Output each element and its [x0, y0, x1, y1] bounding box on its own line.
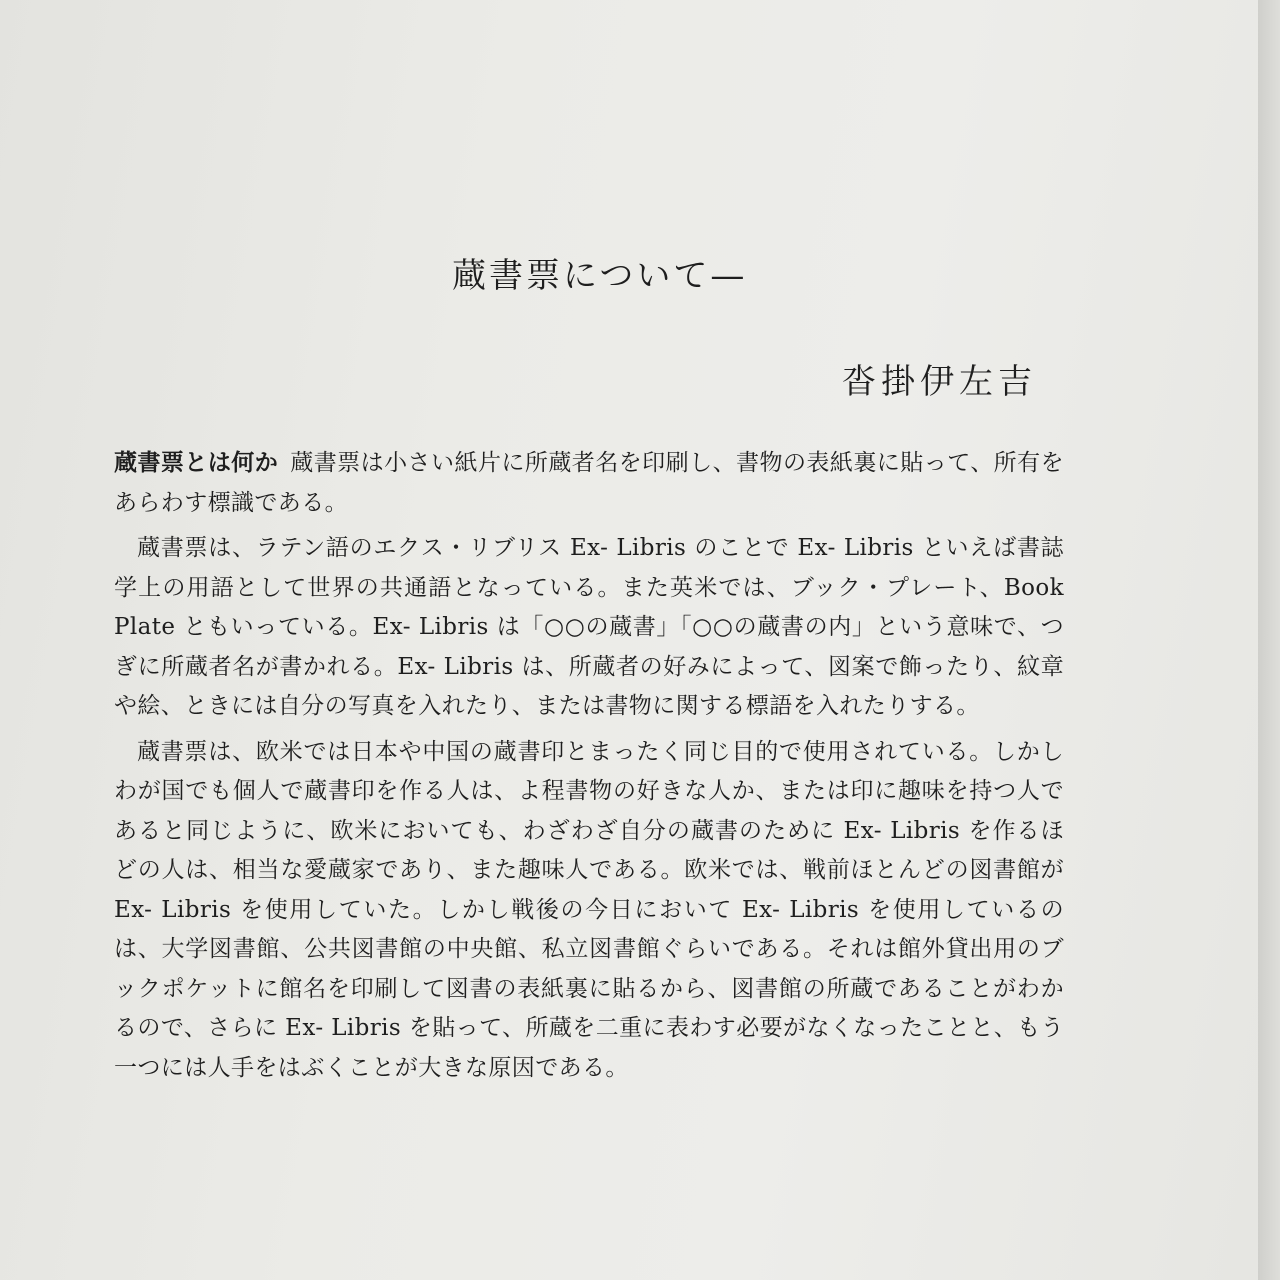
page-title: 蔵書票について— — [452, 256, 748, 296]
paragraph-3: 蔵書票は、欧米では日本や中国の蔵書印とまったく同じ目的で使用されている。しかしわが国でも個人で蔵書印を作る人は、よ程書物の好きな人か、または印に趣味を持つ人であると同じように、欧米においても、わざわざ自分の蔵書のために Ex- Libris を作るほどの人は、相当な愛蔵家であり、また趣味人である。欧米では、戦前ほとんどの図書館が Ex- Libris を使用していた。しかし戦後の今日において Ex- Libris を使用しているのは、大学図書館、公共図書館の中央館、私立図書館ぐらいである。それは館外貸出用のブックポケットに館名を印刷して図書の表紙裏に貼るから、図書館の所蔵であることがわかるので、さらに Ex- Libris を貼って、所蔵を二重に表わす必要がなくなったことと、もう一つには人手をはぶくことが大きな原因である。 — [114, 738, 1064, 1081]
paragraph-1-text: 蔵書票は小さい紙片に所蔵者名を印刷し、書物の表紙裏に貼って、所有をあらわす標識である。 — [114, 450, 1064, 516]
paragraph-1 — [114, 444, 1064, 523]
section-heading: 蔵書票とは何か — [114, 450, 279, 476]
author-name: 沓掛伊左吉 — [842, 362, 1037, 402]
page-edge — [1258, 0, 1280, 1280]
paragraph-2: 蔵書票は、ラテン語のエクス・リブリス Ex- Libris のことで Ex- Libris といえば書誌学上の用語として世界の共通語となっている。また英米では、ブック・プレート、Book Plate ともいっている。Ex- Libris は「○○の蔵書」「○○の蔵書の内」という意味で、つぎに所蔵者名が書かれる。Ex- Libris は、所蔵者の好みによって、図案で飾ったり、紋章や絵、ときには自分の写真を入れたり、または書物に関する標語を入れたりする。 — [114, 535, 1064, 719]
body-text — [114, 444, 1064, 1088]
